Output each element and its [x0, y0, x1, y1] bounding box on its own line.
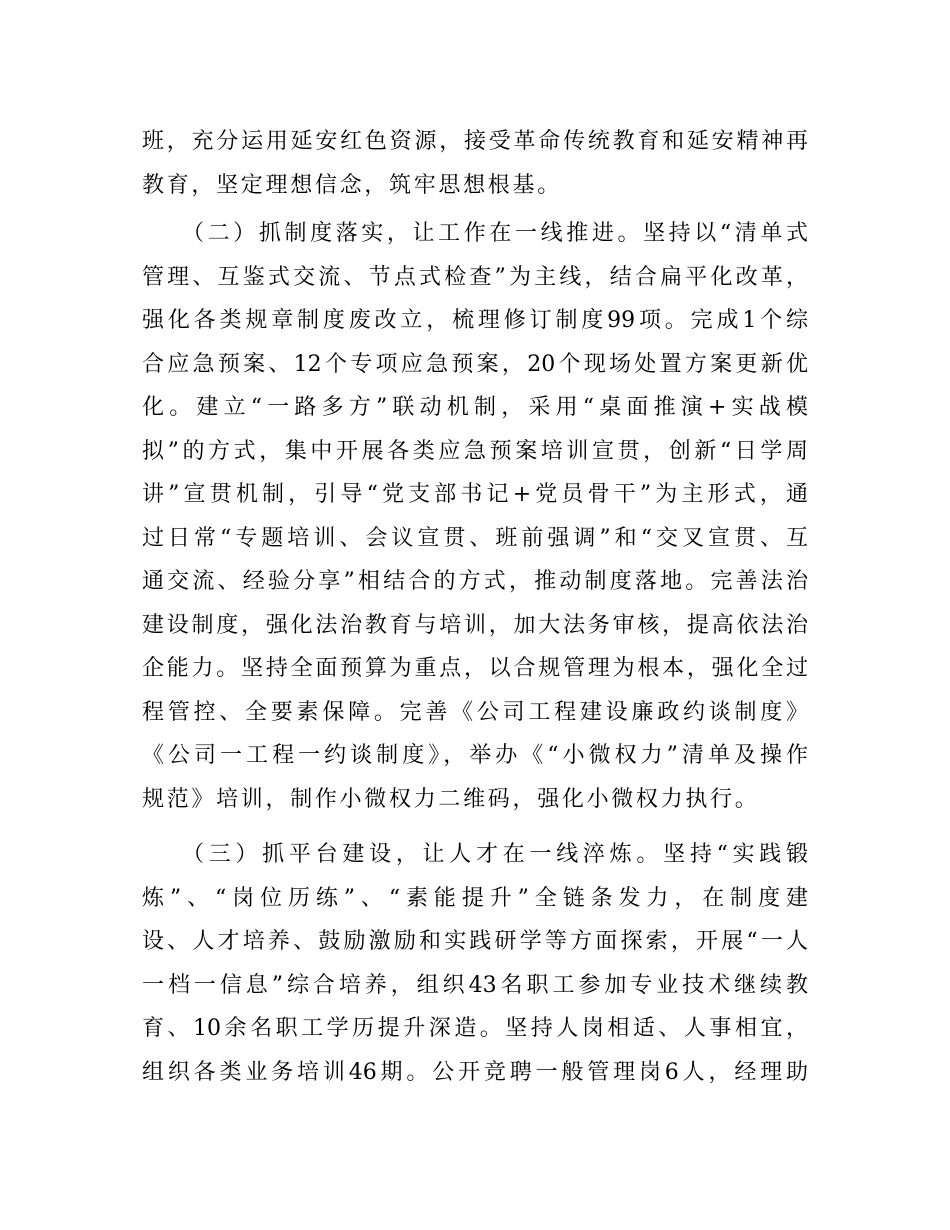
text-line: 讲”宣贯机制，引导“党支部书记+党员骨干”为主形式，通 [142, 482, 808, 507]
section-heading-line: （二）抓制度落实，让工作在一线推进。坚持以“清单式 [182, 221, 808, 246]
paragraph-section-3 [142, 833, 808, 1094]
text-line: 班，充分运用延安红色资源，接受革命传统教育和延安精神再 [142, 129, 808, 154]
text-line: 强化各类规章制度废改立，梳理修订制度99项。完成1个综 [142, 308, 808, 333]
text-line: 程管控、全要素保障。完善《公司工程建设廉政约谈制度》 [142, 699, 808, 725]
paragraph-section-2 [142, 212, 808, 821]
paragraph-continuation [142, 120, 808, 207]
text-line: 管理、互鉴式交流、节点式检查”为主线，结合扁平化改革， [142, 264, 808, 290]
text-line: 化。建立“一路多方”联动机制，采用“桌面推演+实战模 [142, 395, 808, 420]
document-page [142, 120, 808, 1094]
text-line: 炼”、“岗位历练”、“素能提升”全链条发力，在制度建 [142, 885, 808, 911]
text-line: 通交流、经验分享”相结合的方式，推动制度落地。完善法治 [142, 569, 808, 594]
text-line: 教育，坚定理想信念，筑牢思想根基。 [142, 172, 562, 198]
text-line: 企能力。坚持全面预算为重点，以合规管理为根本，强化全过 [142, 656, 808, 681]
text-line: 育、10余名职工学历提升深造。坚持人岗相适、人事相宜， [142, 1016, 808, 1041]
text-line: 《公司一工程一约谈制度》，举办《“小微权力”清单及操作 [142, 743, 808, 768]
text-line: 设、人才培养、鼓励激励和实践研学等方面探索，开展“一人 [142, 929, 808, 954]
text-line: 过日常“专题培训、会议宣贯、班前强调”和“交叉宣贯、互 [142, 525, 808, 551]
text-line: 拟”的方式，集中开展各类应急预案培训宣贯，创新“日学周 [142, 438, 808, 464]
text-line: 一档一信息”综合培养，组织43名职工参加专业技术继续教 [142, 972, 808, 998]
text-line: 规范》培训，制作小微权力二维码，强化小微权力执行。 [142, 786, 760, 812]
text-line: 组织各类业务培训46期。公开竞聘一般管理岗6人，经理助 [142, 1059, 808, 1085]
section-heading-line: （三）抓平台建设，让人才在一线淬炼。坚持“实践锻 [182, 842, 808, 867]
text-line: 合应急预案、12个专项应急预案，20个现场处置方案更新优 [142, 351, 808, 377]
text-line: 建设制度，强化法治教育与培训，加大法务审核，提高依法治 [142, 612, 808, 638]
